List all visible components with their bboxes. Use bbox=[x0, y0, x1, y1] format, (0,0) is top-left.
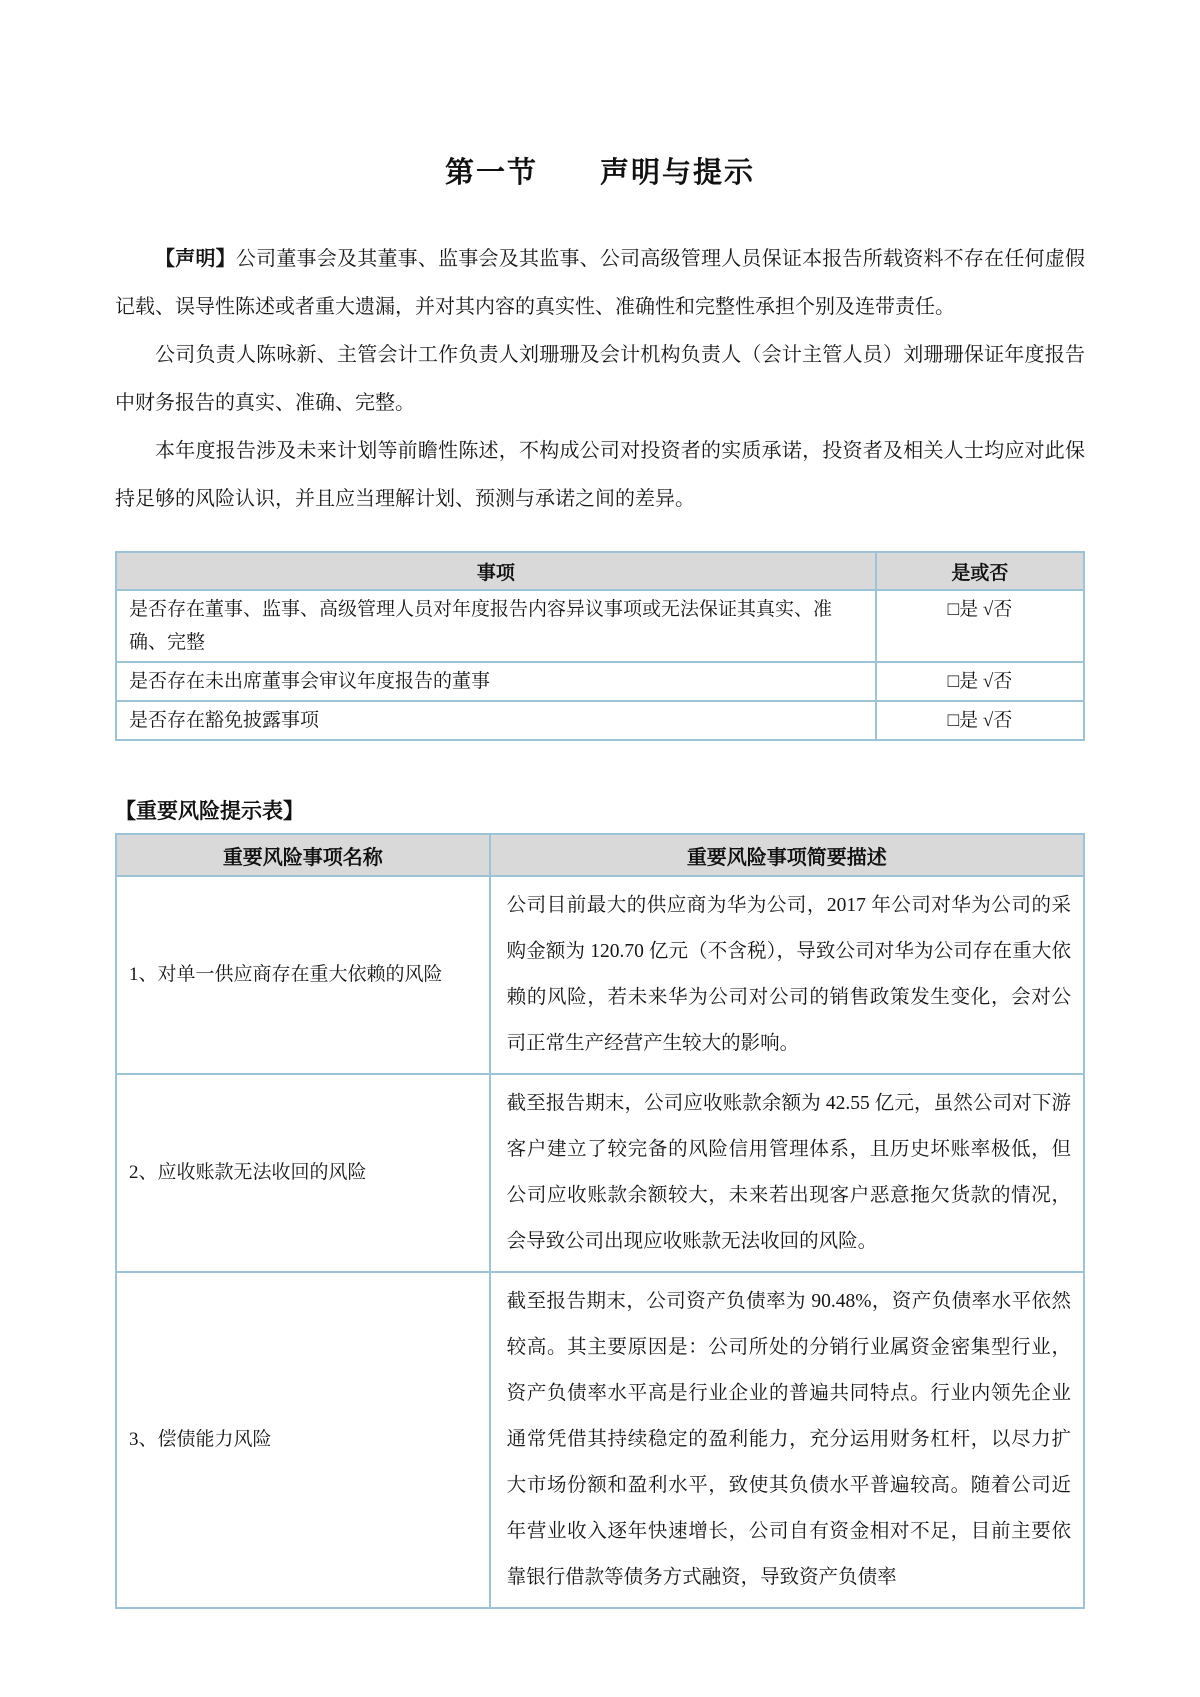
risk-table-header-desc: 重要风险事项简要描述 bbox=[490, 834, 1084, 876]
risk-table-header-name: 重要风险事项名称 bbox=[116, 834, 490, 876]
risk-item-name: 1、对单一供应商存在重大依赖的风险 bbox=[116, 876, 490, 1074]
statement-item: 是否存在董事、监事、高级管理人员对年度报告内容异议事项或无法保证其真实、准确、完整 bbox=[116, 590, 876, 662]
risk-table-heading: 【重要风险提示表】 bbox=[115, 800, 304, 823]
forward-looking-paragraph bbox=[115, 427, 1085, 523]
declaration-section bbox=[115, 235, 1085, 523]
declaration-paragraph bbox=[115, 235, 1085, 331]
forward-looking-text: 本年度报告涉及未来计划等前瞻性陈述，不构成公司对投资者的实质承诺，投资者及相关人士均应对此保持足够的风险认识，并且应当理解计划、预测与承诺之间的差异。 bbox=[115, 440, 1085, 510]
risk-item-name: 3、偿债能力风险 bbox=[116, 1272, 490, 1608]
table-row bbox=[116, 1074, 1084, 1272]
responsibility-text: 公司负责人陈咏新、主管会计工作负责人刘珊珊及会计机构负责人（会计主管人员）刘珊珊保证年度报告中财务报告的真实、准确、完整。 bbox=[115, 344, 1085, 414]
statement-item: 是否存在豁免披露事项 bbox=[116, 701, 876, 740]
table-row bbox=[116, 1272, 1084, 1608]
statement-table-header-row bbox=[116, 552, 1084, 590]
risk-table bbox=[115, 833, 1085, 1609]
risk-item-name: 2、应收账款无法收回的风险 bbox=[116, 1074, 490, 1272]
page-content bbox=[115, 0, 1085, 1609]
risk-item-description: 公司目前最大的供应商为华为公司，2017 年公司对华为公司的采购金额为 120.70 亿元（不含税），导致公司对华为公司存在重大依赖的风险，若未来华为公司对公司的销售政策发生变化，会对公司正常生产经营产生较大的影响。 bbox=[490, 876, 1084, 1074]
declaration-text: 公司董事会及其董事、监事会及其监事、公司高级管理人员保证本报告所载资料不存在任何虚假记载、误导性陈述或者重大遗漏，并对其内容的真实性、准确性和完整性承担个别及连带责任。 bbox=[115, 248, 1086, 318]
risk-item-description: 截至报告期末，公司资产负债率为 90.48%，资产负债率水平依然较高。其主要原因是：公司所处的分销行业属资金密集型行业，资产负债率水平高是行业企业的普遍共同特点。行业内领先企业通常凭借其持续稳定的盈利能力，充分运用财务杠杆，以尽力扩大市场份额和盈利水平，致使其负债水平普遍较高。随着公司近年营业收入逐年快速增长，公司自有资金相对不足，目前主要依靠银行借款等债务方式融资，导致资产负债率 bbox=[490, 1272, 1084, 1608]
statement-answer: □是 √否 bbox=[876, 701, 1084, 740]
declaration-label: 【声明】 bbox=[155, 248, 236, 270]
table-row bbox=[116, 701, 1084, 740]
statement-item: 是否存在未出席董事会审议年度报告的董事 bbox=[116, 662, 876, 701]
statement-table-header-answer: 是或否 bbox=[876, 552, 1084, 590]
risk-item-description: 截至报告期末，公司应收账款余额为 42.55 亿元，虽然公司对下游客户建立了较完备的风险信用管理体系，且历史坏账率极低，但公司应收账款余额较大，未来若出现客户恶意拖欠货款的情况，会导致公司出现应收账款无法收回的风险。 bbox=[490, 1074, 1084, 1272]
risk-table-header-row bbox=[116, 834, 1084, 876]
statement-table bbox=[115, 551, 1085, 741]
table-row bbox=[116, 662, 1084, 701]
table-row bbox=[116, 876, 1084, 1074]
table-row bbox=[116, 590, 1084, 662]
statement-answer: □是 √否 bbox=[876, 590, 1084, 662]
statement-table-header-item: 事项 bbox=[116, 552, 876, 590]
responsibility-paragraph bbox=[115, 331, 1085, 427]
statement-answer: □是 √否 bbox=[876, 662, 1084, 701]
page-title: 第一节 声明与提示 bbox=[444, 157, 755, 189]
